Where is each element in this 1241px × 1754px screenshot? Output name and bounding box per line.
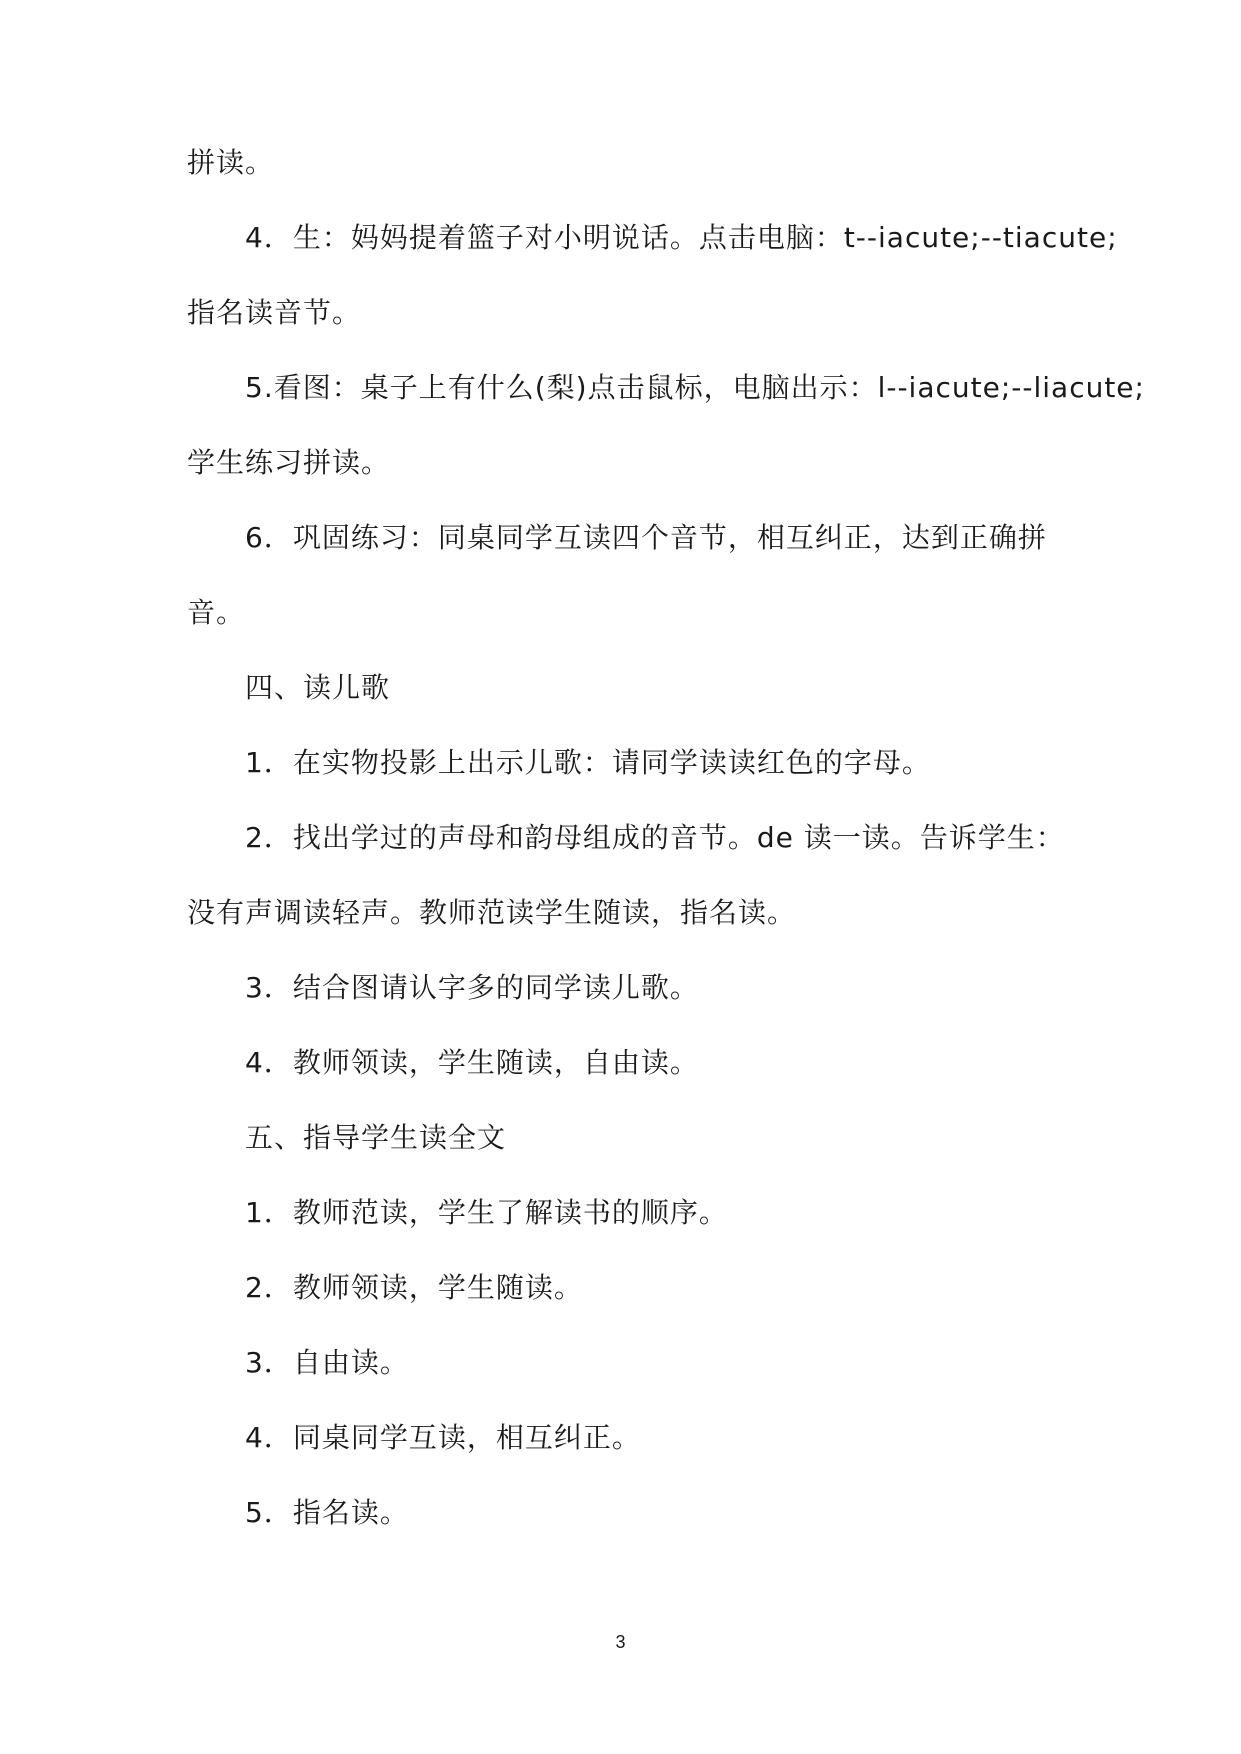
text-line: 1．在实物投影上出示儿歌：请同学读读红色的字母。 bbox=[245, 746, 931, 779]
text-line: 6．巩固练习：同桌同学互读四个音节，相互纠正，达到正确拼 bbox=[245, 521, 1047, 554]
text-line: 指名读音节。 bbox=[187, 296, 362, 329]
text-line: 4．教师领读，学生随读，自由读。 bbox=[245, 1046, 699, 1079]
text-line: 3．自由读。 bbox=[245, 1346, 409, 1379]
text-line: 2．教师领读，学生随读。 bbox=[245, 1271, 583, 1304]
text-line: 学生练习拼读。 bbox=[187, 446, 391, 479]
text-line: 2．找出学过的声母和韵母组成的音节。de 读一读。告诉学生： bbox=[245, 821, 1065, 854]
text-line: 5.看图：桌子上有什么(梨)点击鼠标，电脑出示：l--iacute;--liacute; bbox=[245, 371, 1145, 404]
text-line: 1．教师范读，学生了解读书的顺序。 bbox=[245, 1196, 728, 1229]
text-line: 音。 bbox=[187, 596, 246, 629]
text-line: 4．同桌同学互读，相互纠正。 bbox=[245, 1421, 641, 1454]
text-line: 4．生：妈妈提着篮子对小明说话。点击电脑：t--iacute;--tiacute; bbox=[245, 221, 1118, 254]
text-line: 3．结合图请认字多的同学读儿歌。 bbox=[245, 971, 699, 1004]
text-line: 拼读。 bbox=[187, 146, 275, 179]
text-line: 没有声调读轻声。教师范读学生随读，指名读。 bbox=[187, 896, 797, 929]
page-number: 3 bbox=[615, 1632, 626, 1652]
section-heading: 五、指导学生读全文 bbox=[245, 1121, 507, 1154]
section-heading: 四、读儿歌 bbox=[245, 671, 391, 704]
text-line: 5．指名读。 bbox=[245, 1496, 409, 1529]
